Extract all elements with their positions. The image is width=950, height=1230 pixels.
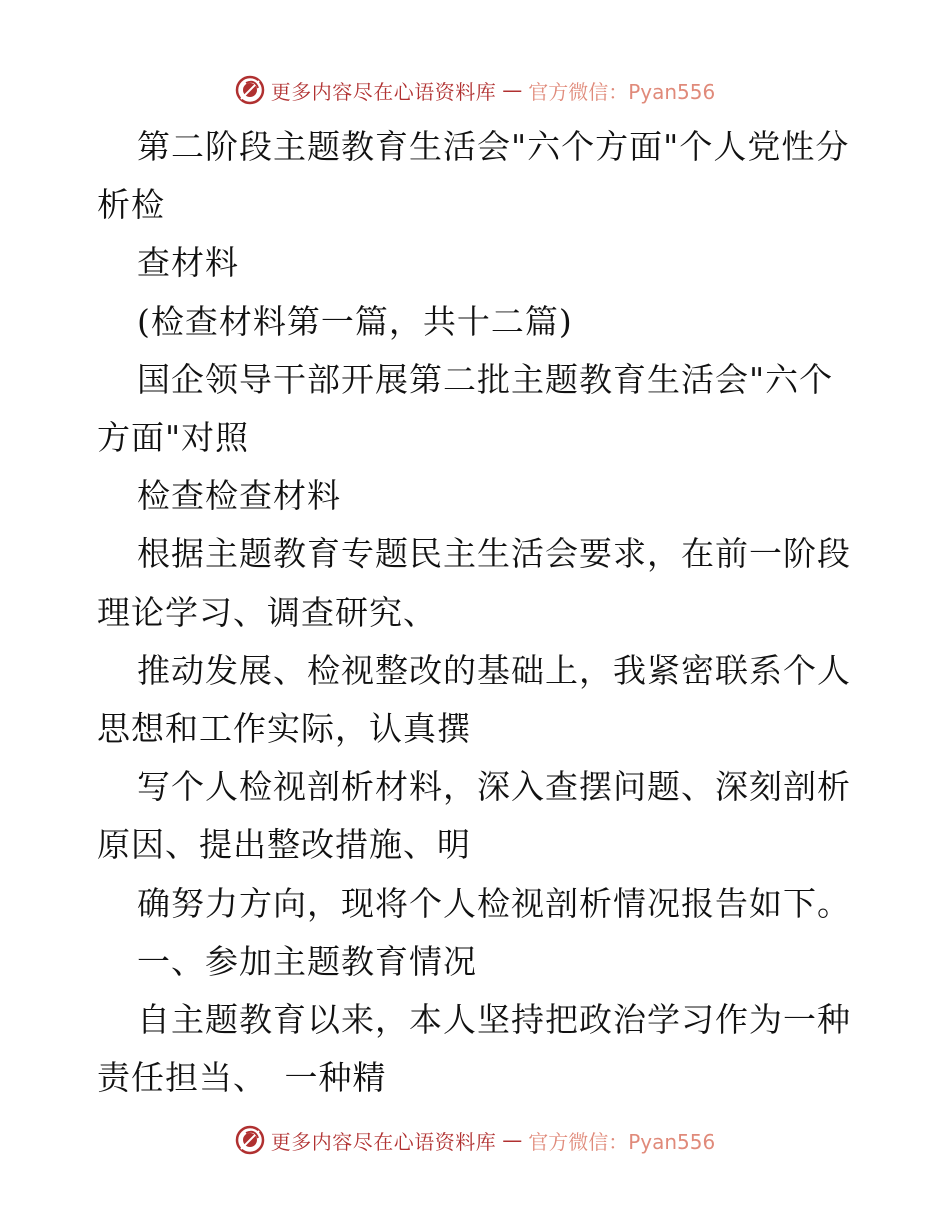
paragraph: 根据主题教育专题民主生活会要求，在前一阶段理论学习、调查研究、 [97, 534, 851, 632]
paragraph: 确努力方向，现将个人检视剖析情况报告如下。 [137, 883, 851, 923]
footer-watermark-banner [0, 1120, 950, 1160]
banner-wechat: 官方微信：Pyan556 [528, 79, 716, 104]
banner-text: 更多内容尽在心语资料库 [270, 79, 497, 104]
document-body [97, 118, 857, 1107]
banner-separator: — [502, 1128, 523, 1152]
red-seal-logo-icon [235, 75, 265, 105]
header-watermark-banner [0, 70, 950, 110]
paragraph: 检查检查材料 [137, 476, 341, 516]
paragraph: 国企领导干部开展第二批主题教育生活会"六个方面"对照 [97, 359, 834, 458]
paragraph: (检查材料第一篇，共十二篇) [137, 301, 573, 341]
banner-wechat: 官方微信：Pyan556 [528, 1129, 716, 1154]
red-seal-logo-icon [235, 1125, 265, 1155]
paragraph: 自主题教育以来，本人坚持把政治学习作为一种责任担当、 一种精 [97, 1000, 851, 1098]
banner-separator: — [502, 78, 523, 102]
paragraph: 写个人检视剖析材料，深入查摆问题、深刻剖析原因、提出整改措施、明 [97, 767, 851, 865]
paragraph: 查材料 [137, 243, 239, 283]
banner-text: 更多内容尽在心语资料库 [270, 1129, 497, 1154]
paragraph: 第二阶段主题教育生活会"六个方面"个人党性分析检 [97, 127, 850, 225]
paragraph: 推动发展、检视整改的基础上，我紧密联系个人思想和工作实际，认真撰 [97, 650, 851, 749]
section-heading: 一、参加主题教育情况 [137, 941, 477, 981]
